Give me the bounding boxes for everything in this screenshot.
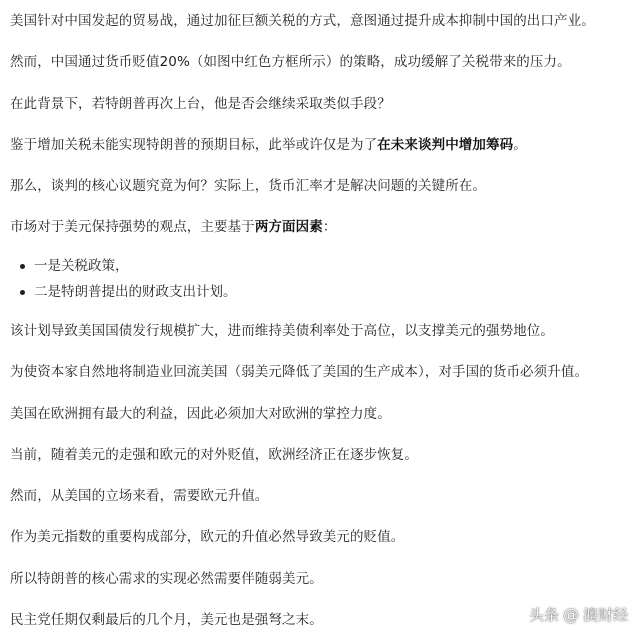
bullet-dot-icon	[20, 264, 25, 269]
paragraph-4	[10, 135, 527, 155]
bullet-list	[10, 256, 237, 308]
list-item-text: 二是特朗普提出的财政支出计划。	[34, 284, 237, 300]
paragraph-6-end: ：	[322, 219, 337, 235]
paragraph-4-text: 鉴于增加关税未能实现特朗普的预期目标，此举或许仅是为了	[10, 137, 378, 153]
paragraph-6	[10, 217, 336, 237]
paragraph-9: 美国在欧洲拥有最大的利益，因此必须加大对欧洲的掌控力度。	[10, 406, 391, 422]
paragraph-2: 然而，中国通过货币贬值20%（如图中红色方框所示）的策略，成功缓解了关税带来的压力。	[10, 54, 571, 70]
list-item	[10, 282, 237, 308]
list-item-text: 一是关税政策，	[34, 258, 129, 274]
list-item	[10, 256, 237, 282]
paragraph-4-end: 。	[513, 137, 527, 153]
paragraph-8: 为使资本家自然地将制造业回流美国（弱美元降低了美国的生产成本），对手国的货币必须升值。	[10, 364, 589, 380]
watermark-brand: 头条	[528, 606, 559, 624]
paragraph-4-emphasis: 在未来谈判中增加筹码	[377, 137, 514, 153]
paragraph-5: 那么，谈判的核心议题究竟为何？实际上，货币汇率才是解决问题的关键所在。	[10, 178, 486, 194]
watermark-account: 澳财经	[582, 606, 628, 624]
paragraph-12: 作为美元指数的重要构成部分，欧元的升值必然导致美元的贬值。	[10, 529, 405, 545]
paragraph-3: 在此背景下，若特朗普再次上台，他是否会继续采取类似手段？	[10, 96, 391, 112]
watermark-at: @	[562, 605, 579, 624]
paragraph-14: 民主党任期仅剩最后的几个月，美元也是强弩之末。	[10, 612, 323, 628]
paragraph-11: 然而，从美国的立场来看，需要欧元升值。	[10, 488, 269, 504]
paragraph-6-emphasis: 两方面因素	[254, 219, 323, 235]
paragraph-1: 美国针对中国发起的贸易战，通过加征巨额关税的方式，意图通过提升成本抑制中国的出口产业。	[10, 13, 595, 29]
paragraph-6-text: 市场对于美元保持强势的观点，主要基于	[10, 219, 255, 235]
source-watermark	[529, 604, 628, 625]
paragraph-7: 该计划导致美国国债发行规模扩大，进而维持美债利率处于高位，以支撑美元的强势地位。	[10, 323, 554, 339]
paragraph-13: 所以特朗普的核心需求的实现必然需要伴随弱美元。	[10, 571, 323, 587]
bullet-dot-icon	[20, 290, 25, 295]
paragraph-10: 当前，随着美元的走强和欧元的对外贬值，欧洲经济正在逐步恢复。	[10, 447, 418, 463]
